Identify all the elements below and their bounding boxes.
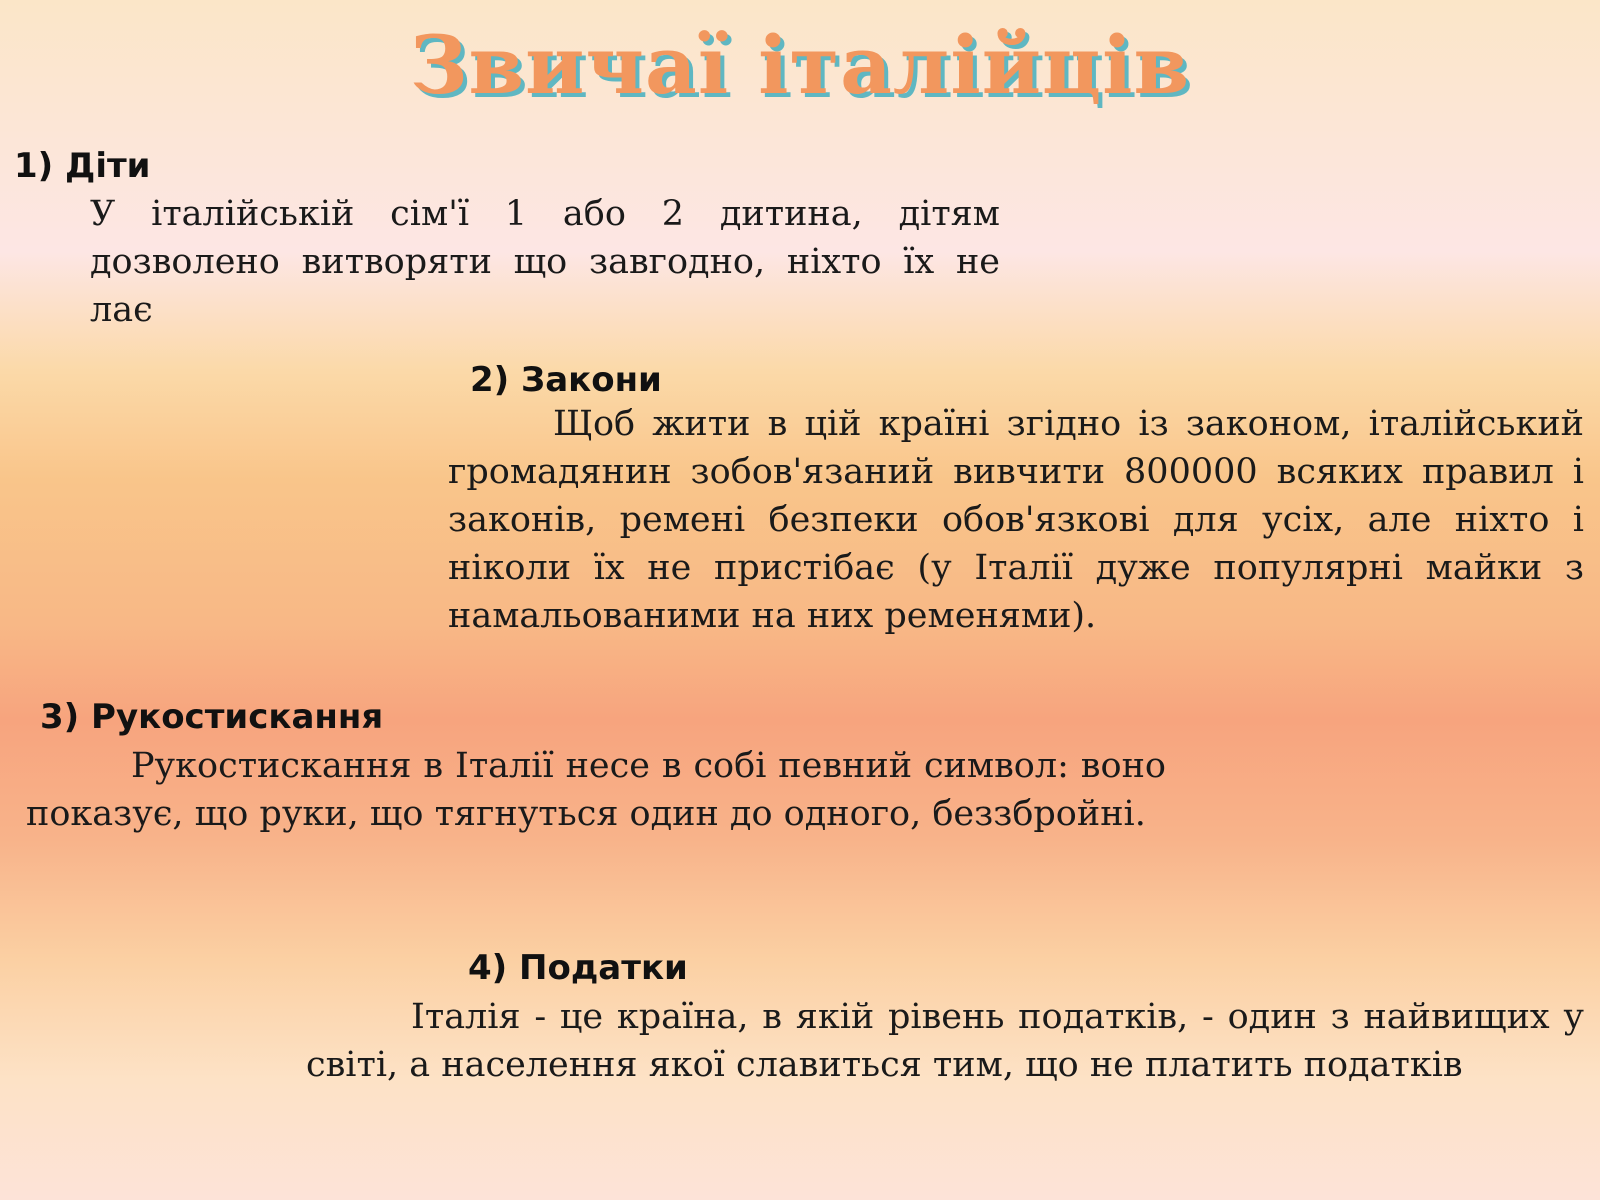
section-text-handshake: Рукостискання в Італії несе в собі певний символ: воно показує, що руки, що тягнуться один до одного, беззбройні. xyxy=(26,746,1166,834)
section-text-laws: Щоб жити в цій країні згідно із законом, італійський громадянин зобов'язаний вивчити 800000 всяких правил і законів, ремені безпеки обов'язкові для усіх, але ніхто і ніколи їх не пристібає (у Італії дуже популярні майки з намальованими на них ременями). xyxy=(448,404,1584,636)
section-heading-handshake: 3) Рукостискання xyxy=(40,697,384,737)
page-title: Звичаї італійців xyxy=(409,18,1191,112)
section-text-taxes: Італія - це країна, в якій рівень податків, - один з найвищих у світі, а населення якої славиться тим, що не платить податків xyxy=(306,997,1584,1085)
section-text-children: У італійській сім'ї 1 або 2 дитина, дітям дозволено витворяти що завгодно, ніхто їх не лає xyxy=(90,194,1000,330)
section-heading-taxes: 4) Податки xyxy=(468,948,688,988)
section-heading-children: 1) Діти xyxy=(14,146,151,186)
section-heading-laws: 2) Закони xyxy=(470,360,662,400)
